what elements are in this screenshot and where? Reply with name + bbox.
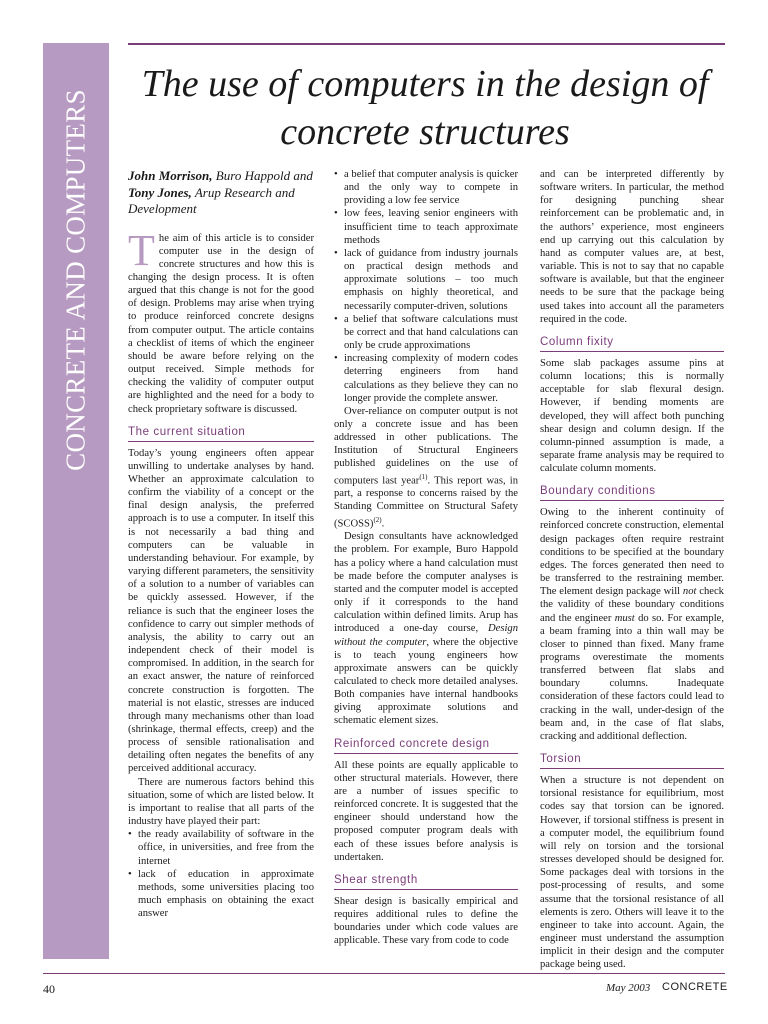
body-paragraph bbox=[334, 405, 518, 530]
list-item: • the ready availability of software in the office, in universities, and free from the internet bbox=[128, 828, 314, 867]
reference-2: (2) bbox=[373, 515, 382, 524]
heading-torsion: Torsion bbox=[540, 752, 724, 769]
factor-list-continued bbox=[334, 168, 518, 405]
issue-date: May 2003 bbox=[606, 982, 651, 994]
text-run: Owing to the inherent continuity of reinforced concrete construction, elemental design packages often require restraint conditions to be specified at the boundary edges. The forces generated then need to be transferred to the restraining member. The element design package will bbox=[540, 507, 724, 598]
heading-reinforced-concrete-design: Reinforced concrete design bbox=[334, 737, 518, 754]
list-item: • increasing complexity of modern codes deterring engineers from hand calculations as they believe they can no longer provide the complete answer. bbox=[334, 352, 518, 405]
heading-shear-strength: Shear strength bbox=[334, 873, 518, 890]
text-run: , where the objective is to teach young engineers how approximate answers can be quickly calculated to check more detailed analyses. Both companies have internal handbooks giving approximate solutions and schematic element sizes. bbox=[334, 636, 518, 727]
intro-paragraph bbox=[128, 225, 314, 416]
heading-current-situation: The current situation bbox=[128, 425, 314, 442]
text-run: Over-reliance on computer output is not only a concrete issue and has been addressed in other publications. The Institution of Structural Engineers published guidelines on the use of computers last year bbox=[334, 405, 518, 487]
section-label: CONCRETE AND COMPUTERS bbox=[60, 89, 91, 471]
column-3 bbox=[540, 168, 724, 971]
emphasis: must bbox=[614, 612, 635, 624]
list-item: • lack of guidance from industry journals on practical design methods and approximate solutions – too much emphasis on highly theoretical, and necessarily computer-driven, solutions bbox=[334, 247, 518, 313]
list-item: • a belief that computer analysis is quicker and the only way to compete in providing a low fee service bbox=[334, 168, 518, 207]
body-paragraph bbox=[540, 506, 724, 743]
article-title: The use of computers in the design of concrete structures bbox=[141, 63, 709, 153]
course-title: Design without the computer bbox=[334, 623, 518, 648]
magazine-name: CONCRETE bbox=[662, 981, 728, 993]
text-run: do so. For example, a beam framing into a thin wall may be closer to pinned than fixed. Many frame programs overestimate the moments transferred between flat slabs and boundary columns. Inadequate consideration of these factors could lead to cracking in the wall, under-design of the beam and, in the case of flat slabs, cracking and additional deflection. bbox=[540, 612, 724, 742]
text-run: . bbox=[381, 518, 385, 530]
emphasis: not bbox=[682, 586, 697, 598]
list-item: • lack of education in approximate methods, some universities placing too much emphasis on obtaining the exact answer bbox=[128, 868, 314, 921]
heading-boundary-conditions: Boundary conditions bbox=[540, 484, 724, 501]
list-item: • low fees, leaving senior engineers with insufficient time to teach approximate methods bbox=[334, 207, 518, 246]
bottom-rule bbox=[43, 973, 725, 974]
author-org-1: Buro Happold and bbox=[212, 168, 313, 183]
intro-text: he aim of this article is to consider computer use in the design of concrete structures and how this is changing the design process. It is often argued that this change is not for the good of design. Problems may arise when trying to produce reinforced concrete designs from computer output. The article contains a checklist of items of which the engineer should be aware before relying on the output received. Simple methods for checking the validity of computer output are highlighted and the need for a body to check proprietary software is discussed. bbox=[128, 232, 314, 415]
column-2 bbox=[334, 168, 518, 948]
page-number: 40 bbox=[43, 982, 55, 996]
top-rule bbox=[128, 43, 725, 45]
body-paragraph: Some slab packages assume pins at column locations; this is normally acceptable for slab flexural design. However, if bending moments are developed, they will affect both punching shear design and column design. If the column-pinned assumption is made, a separate frame analysis may be required to calculate column moments. bbox=[540, 357, 724, 475]
body-paragraph: When a structure is not dependent on torsional resistance for equilibrium, most codes say that torsion can be ignored. However, if torsional stiffness is present in a computer model, the equilibrium found will rely on torsion and the torsional stresses developed should be designed for. Some packages deal with torsions in the post-processing of results, and some assume that the torsional resistance of all elements is zero. Others will leave it to the engineer to take into account. Again, the engineer must understand the assumption implicit in their design and the computer package being used. bbox=[540, 775, 724, 971]
text-run: . This report was, in part, a response to concerns raised by the Standing Committee on Structural Safety (SCOSS) bbox=[334, 475, 518, 530]
text-run: Design consultants have acknowledged the problem. For example, Buro Happold has a policy where a hand calculation must be made before the computer analyses is started and the computer model is accepted only if it corresponds to the hand calculation within defined limits. Arup has introduced a one-day course, bbox=[334, 531, 518, 635]
author-name-1: John Morrison, bbox=[128, 168, 213, 183]
reference-1: (1) bbox=[419, 472, 428, 481]
body-paragraph: Today’s young engineers often appear unwilling to undertake analyses by hand. Whether an approximate calculation to confirm the viability of a concept or the final design analysis, the preferred approach is to use a computer. In itself this is not necessarily a bad thing and computers can be valuable in understanding behaviour. For example, by varying different parameters, the sensitivity of a solution to a number of variables can be quickly assessed. However, if the reliance is such that the engineer loses the confidence to carry out simpler methods of analysis, the ability to carry out an independent check of their model is compromised. In addition, in the search for an exact answer, the nature of reinforced concrete construction is forgotten. The material is not elastic, stresses are induced through many mechanisms other than load (shrinkage, thermal effects, creep) and the process of sensible rationalisation and detailing often negates the benefits of any perceived additional accuracy. bbox=[128, 447, 314, 775]
body-paragraph: Shear design is basically empirical and requires additional rules to define the boundaries under which code values are applicable. These vary from code to code bbox=[334, 895, 518, 947]
author-org-2: Arup Research and Development bbox=[128, 184, 295, 216]
heading-column-fixity: Column fixity bbox=[540, 335, 724, 352]
drop-cap: T bbox=[128, 225, 155, 275]
body-paragraph bbox=[334, 530, 518, 727]
list-item: • a belief that software calculations must be correct and that hand calculations can only be crude approximations bbox=[334, 313, 518, 352]
body-paragraph: All these points are equally applicable to other structural materials. However, there are a number of issues specific to reinforced concrete. It is suggested that the engineer should understand how the proposed computer program deals with each of these issues before analysis is undertaken. bbox=[334, 759, 518, 863]
author-name-2: Tony Jones, bbox=[128, 184, 192, 200]
body-paragraph-continued: and can be interpreted differently by software writers. In particular, the method for designing punching shear reinforcement can be problematic and, in the authors’ experience, most engineers end up carrying out this calculation by hand as computer values are, at best, variable. This is not to say that no capable software is available, but that the engineer needs to be sure that the package being used takes into account all the parameters required in the code. bbox=[540, 169, 724, 325]
column-1 bbox=[128, 168, 314, 920]
author-byline bbox=[128, 168, 314, 218]
body-paragraph: There are numerous factors behind this situation, some of which are listed below. It is important to realise that all parts of the industry have played their part: bbox=[128, 776, 314, 828]
factor-list bbox=[128, 828, 314, 920]
text-run: check the validity of these boundary conditions and the engineer bbox=[540, 586, 724, 624]
